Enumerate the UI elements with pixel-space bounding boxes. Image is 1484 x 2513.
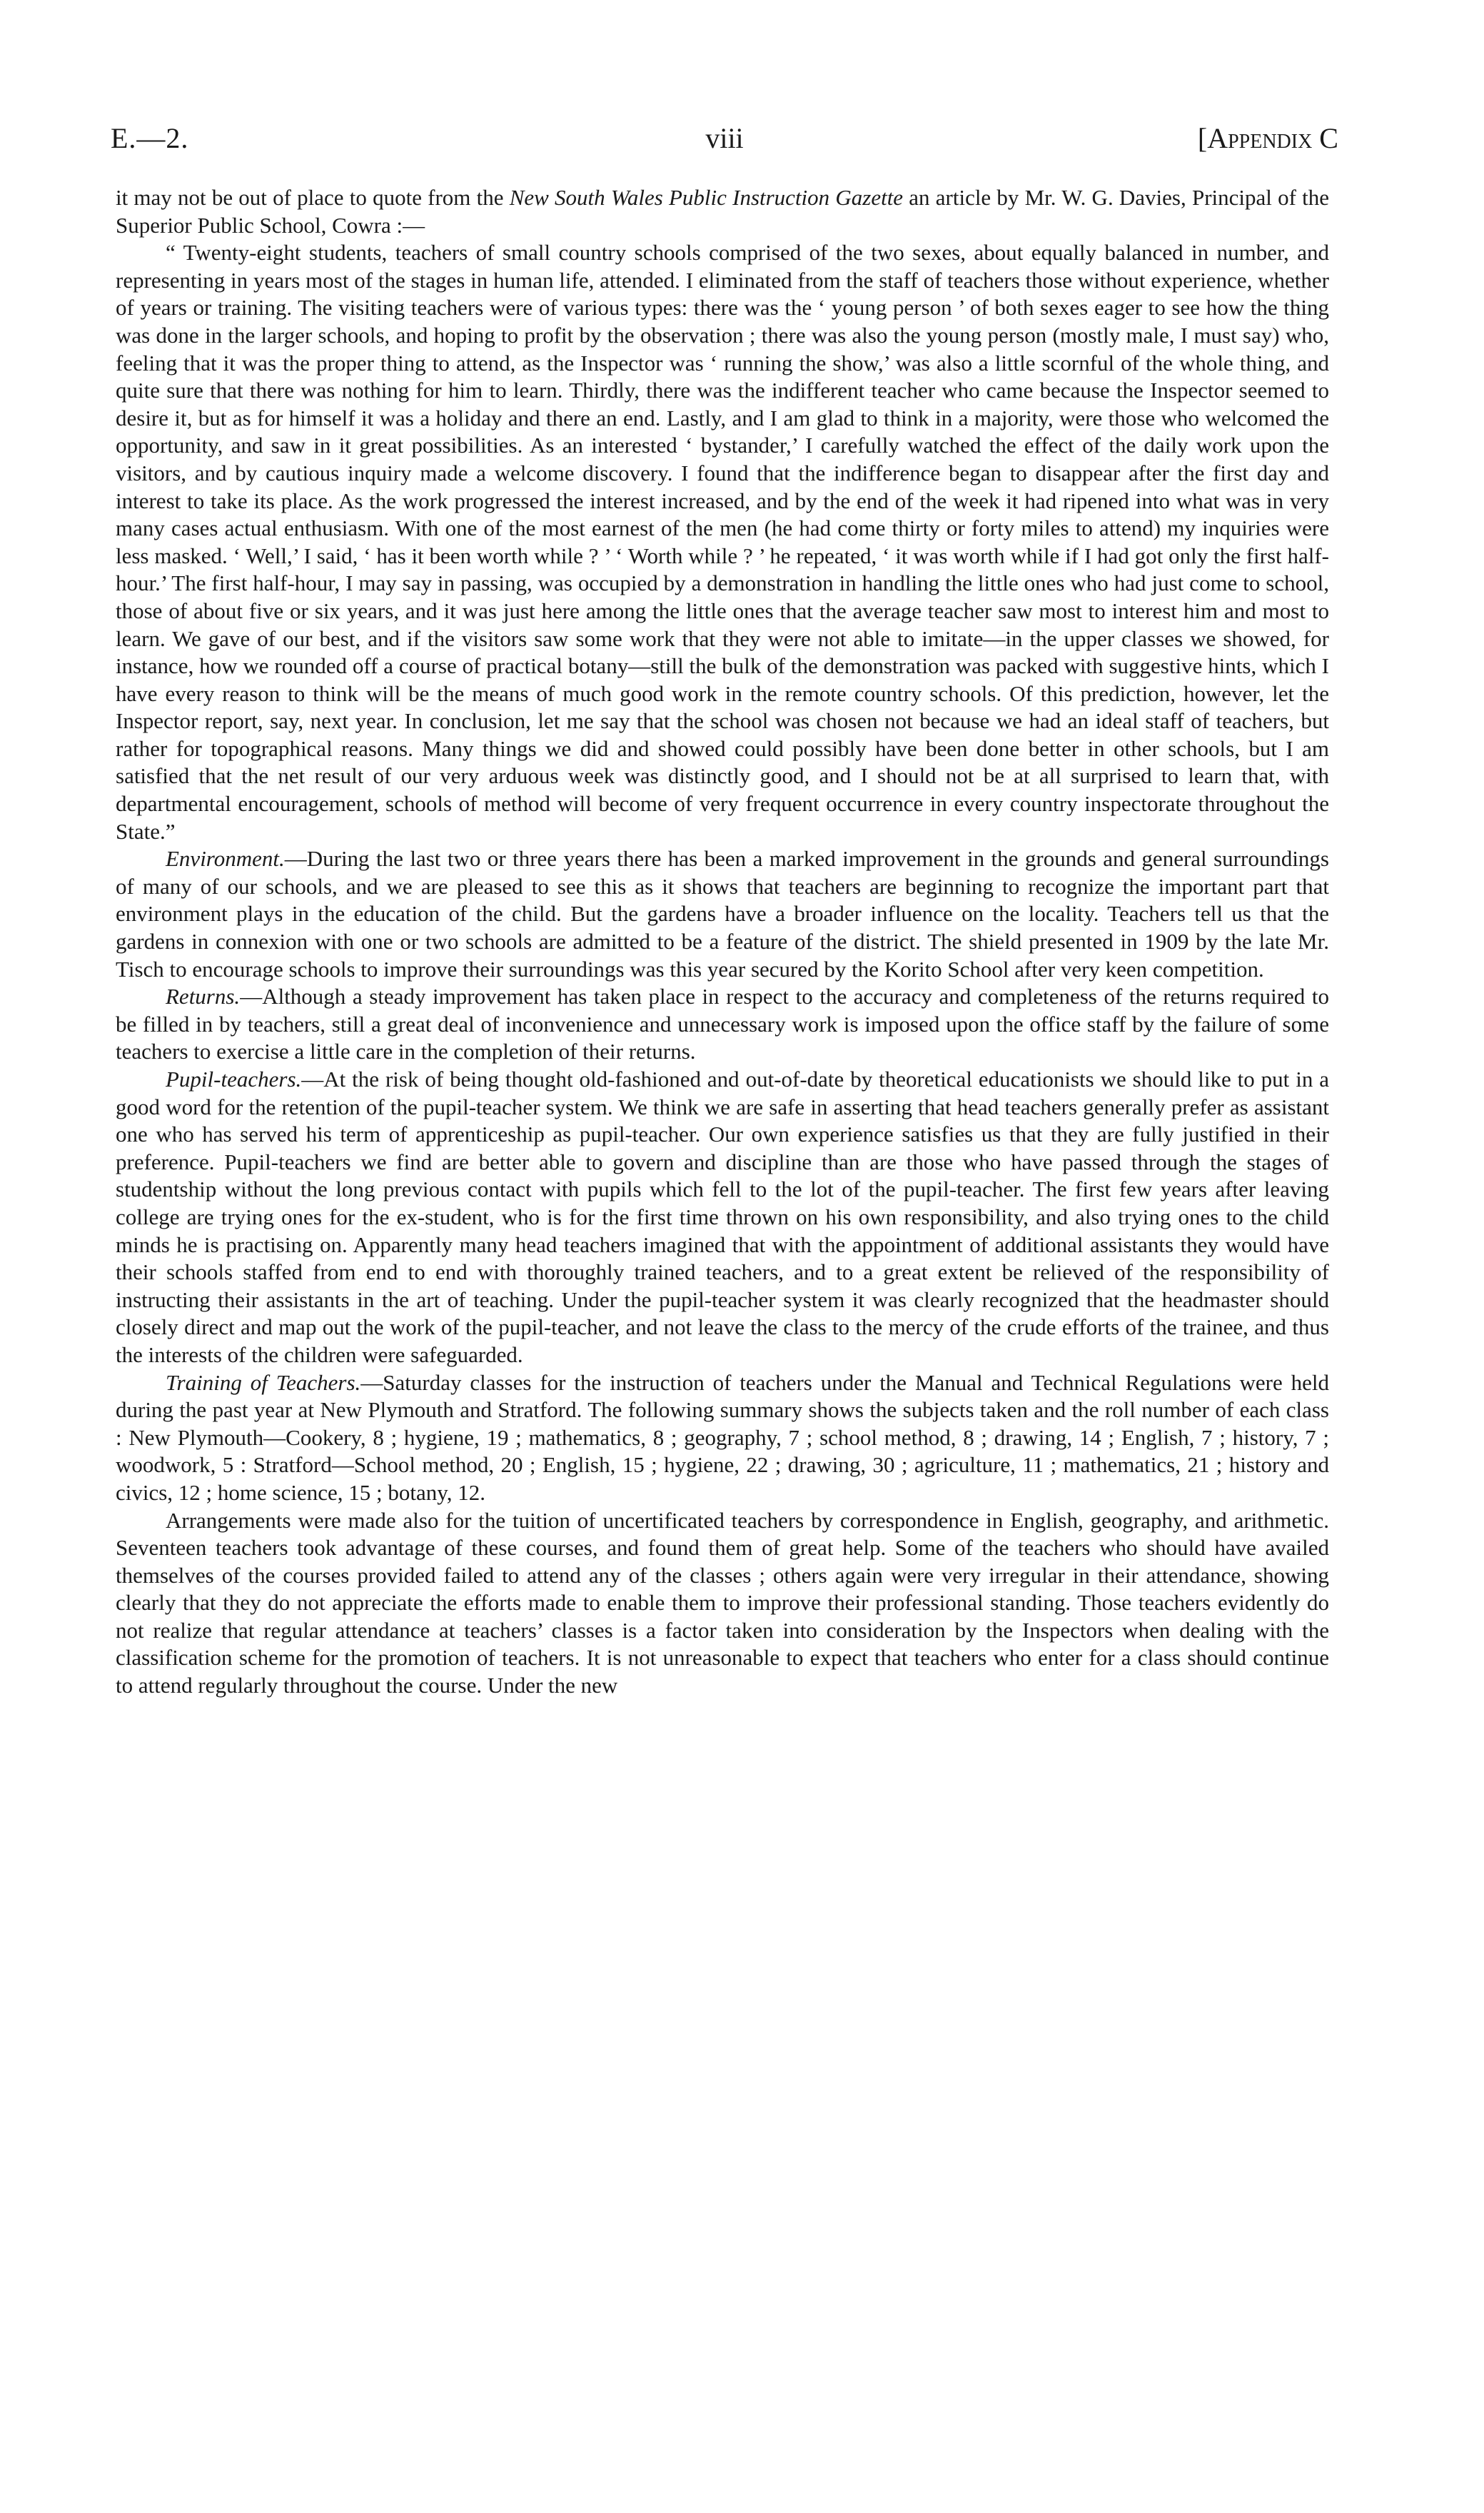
header-page-number: viii: [705, 122, 744, 154]
returns-paragraph: [116, 983, 1329, 1066]
training-text: —Saturday classes for the instruction of teachers under the Manual and Technical Regulations were held during the past year at New Plymouth and Stratford. The following summary shows the subjects taken and the roll number of each class : New Plymouth—Cookery, 8 ; hygiene, 19 ; mathematics, 8 ; geography, 7 ; school method, 8 ; drawing, 14 ; English, 7 ; history, 7 ; woodwork, 5 : Stratford—School method, 20 ; English, 15 ; hygiene, 22 ; drawing, 30 ; agriculture, 11 ; mathematics, 21 ; history and civics, 12 ; home science, 15 ; botany, 12.: [116, 1369, 1330, 1505]
header-appendix-label: Appendix C: [1207, 122, 1338, 154]
returns-text: —Although a steady improvement has taken place in respect to the accuracy and completeness of the returns required to be filled in by teachers, still a great deal of inconvenience and unnecessary work is imposed upon the office staff by the failure of some teachers to exercise a little care in the completion of their returns.: [116, 984, 1329, 1064]
returns-heading: Returns.: [166, 984, 241, 1009]
page-header: [111, 121, 1338, 171]
training-paragraph: [116, 1369, 1329, 1507]
header-appendix: [1198, 121, 1338, 155]
pupil-teachers-heading: Pupil-teachers.: [166, 1067, 302, 1092]
header-document-code: E.—2.: [111, 122, 189, 154]
pupil-teachers-text: —At the risk of being thought old-fashioned and out-of-date by theoretical educationists we should like to put in a good word for the retention of the pupil-teacher system. We think we are safe in asserting that head teachers generally prefer as assistant one who has served his term of apprenticeship as pupil-teacher. Our own experience satisfies us that they are fully justified in their preference. Pupil-teachers we find are better able to govern and discipline than are those who have passed through the stages of studentship without the long previous contact with pupils which fell to the lot of the pupil-teacher. The first few years after leaving college are trying ones for the ex-student, who is for the first time thrown on his own responsibility, and also trying ones to the child minds he is practising on. Apparently many head teachers imagined that with the appointment of additional assistants they would have their schools staffed from end to end with thoroughly trained teachers, and to a great extent be relieved of the responsibility of instructing their assistants in the art of teaching. Under the pupil-teacher system it was clearly recognized that the headmaster should closely direct and map out the work of the pupil-teacher, and not leave the class to the mercy of the crude efforts of the trainee, and thus the interests of the children were safeguarded.: [116, 1067, 1329, 1367]
pupil-teachers-paragraph: [116, 1066, 1329, 1369]
intro-source: New South Wales Public Instruction Gazette: [509, 185, 904, 210]
environment-text: —During the last two or three years there has been a marked improvement in the grounds and general surroundings of many of our schools, and we are pleased to see this as it shows that teachers are beginning to recognize the important part that environment plays in the education of the child. But the gardens have a broader influence on the locality. Teachers tell us that the gardens in connexion with one or two schools are admitted to be a feature of the district. The shield presented in 1909 by the late Mr. Tisch to encourage schools to improve their surroundings was this year secured by the Korito School after very keen competition.: [116, 846, 1329, 982]
training-heading: Training of Teachers.: [166, 1369, 361, 1395]
intro-before: it may not be out of place to quote from the: [116, 185, 510, 210]
body-text: [116, 184, 1329, 1700]
intro-after: an article by Mr. W. G. Davies, Principal of the Superior Public School, Cowra :—: [116, 185, 1329, 238]
arrangements-paragraph: Arrangements were made also for the tuition of uncertificated teachers by correspondence in English, geography, and arithmetic. Seventeen teachers took advantage of these courses, and found them of great help. Some of the teachers who should have availed themselves of the courses provided failed to attend any of the classes ; others again were very irregular in their attendance, showing clearly that they do not appreciate the efforts made to enable them to improve their professional standing. Those teachers evidently do not realize that regular attendance at teachers’ classes is a factor taken into consideration by the Inspectors when dealing with the classification scheme for the promotion of teachers. It is not unreasonable to expect that teachers who enter for a class should continue to attend regularly throughout the course. Under the new: [116, 1507, 1329, 1698]
environment-paragraph: [116, 845, 1329, 983]
quoted-article: “ Twenty-eight students, teachers of small country schools comprised of the two sexes, about equally balanced in number, and representing in years most of the stages in human life, attended. I eliminated from the staff of teachers those without experience, whether of years or training. The visiting teachers were of various types: there was the ‘ young person ’ of both sexes eager to see how the thing was done in the larger schools, and hoping to profit by the observation ; there was also the young person (mostly male, I must say) who, feeling that it was the proper thing to attend, as the Inspector was ‘ running the show,’ was also a little scornful of the whole thing, and quite sure that there was nothing for him to learn. Thirdly, there was the indifferent teacher who came because the Inspector seemed to desire it, but as for himself it was a holiday and there an end. Lastly, and I am glad to think in a majority, were those who welcomed the opportunity, and saw in it great possibilities. As an interested ‘ bystander,’ I carefully watched the effect of the daily work upon the visitors, and by cautious inquiry made a welcome discovery. I found that the indifference began to disappear after the first day and interest to take its place. As the work progressed the interest increased, and by the end of the week it had ripened into what was in very many cases actual enthusiasm. With one of the most earnest of the men (he had come thirty or forty miles to attend) my inquiries were less masked. ‘ Well,’ I said, ‘ has it been worth while ? ’ ‘ Worth while ? ’ he repeated, ‘ it was worth while if I had got only the first half-hour.’ The first half-hour, I may say in passing, was occupied by a demonstration in handling the little ones who had just come to school, those of about five or six years, and it was just here among the little ones that the average teacher saw most to interest him and most to learn. We gave of our best, and if the visitors saw some work that they were not able to imitate—in the upper classes we showed, for instance, how we rounded off a course of practical botany—still the bulk of the demonstration was packed with suggestive hints, which I have every reason to think will be the means of much good work in the remote country schools. Of this prediction, however, let the Inspector report, say, next year. In conclusion, let me say that the school was chosen not because we had an ideal staff of teachers, but rather for topographical reasons. Many things we did and showed could possibly have been done better in other schools, but I am satisfied that the net result of our very arduous week was distinctly good, and I should not be at all surprised to learn that, with departmental encouragement, schools of method will become of very frequent occurrence in every country inspectorate throughout the State.”: [116, 240, 1329, 844]
environment-heading: Environment.: [166, 846, 285, 872]
header-bracket: [: [1197, 122, 1208, 154]
intro-paragraph: [116, 184, 1329, 239]
